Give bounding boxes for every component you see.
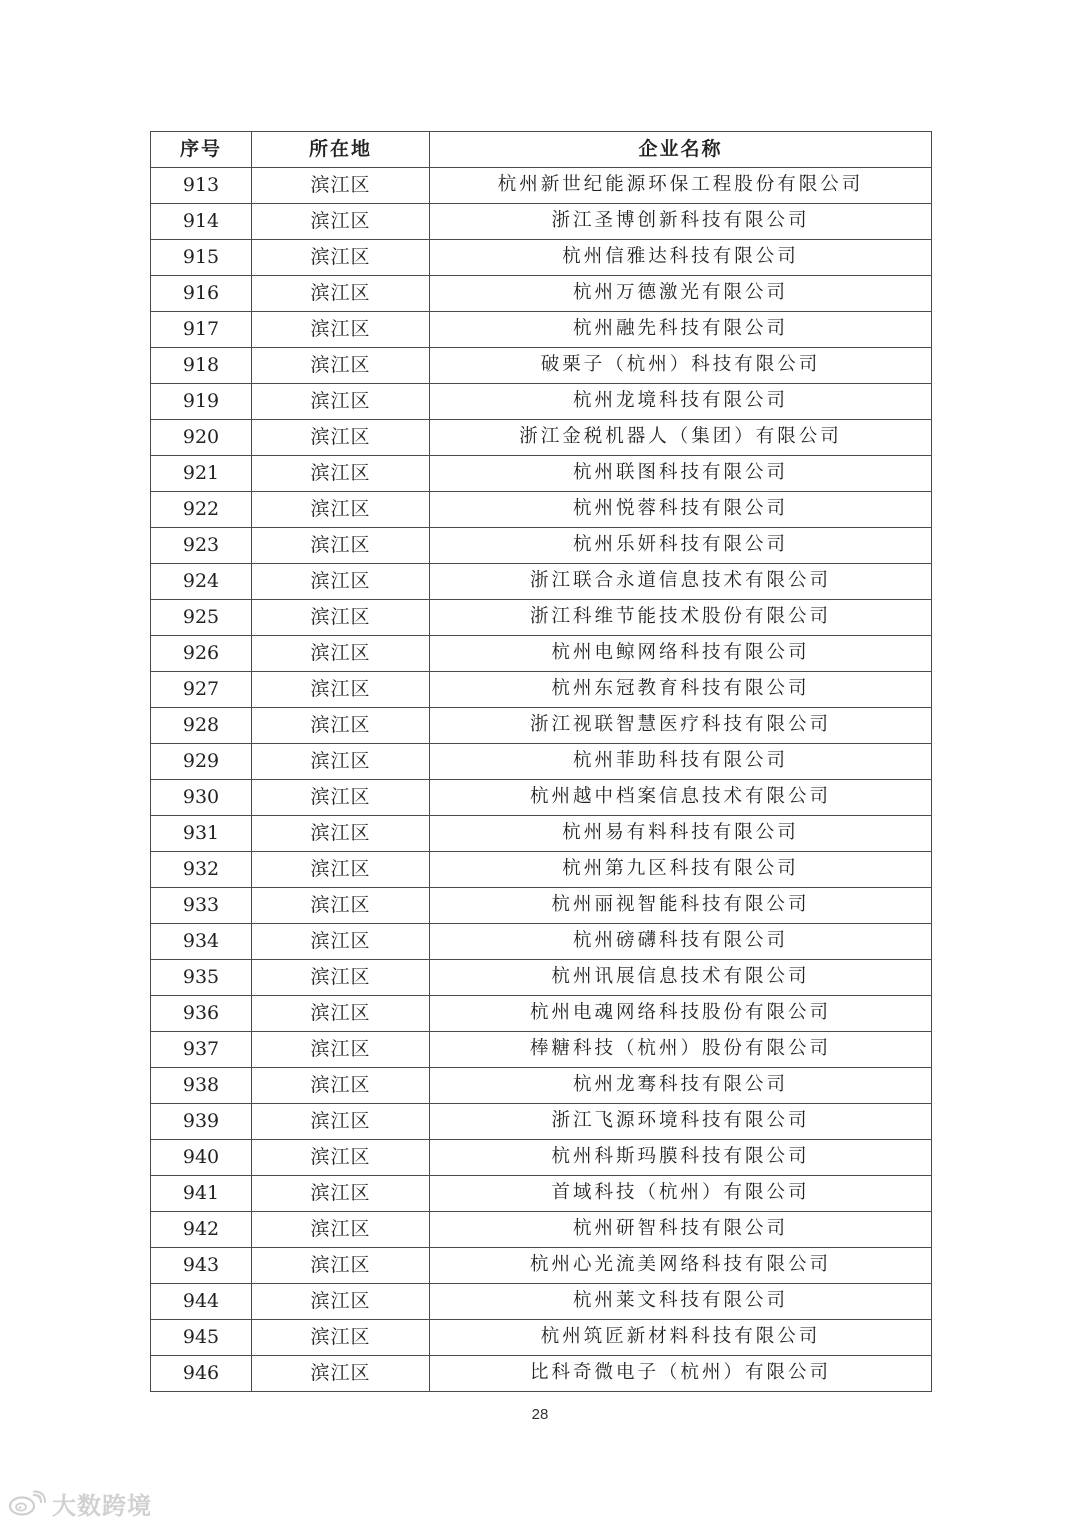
cell-index: 946 [151, 1356, 252, 1392]
table-row [151, 1176, 932, 1212]
cell-company-name: 杭州莱文科技有限公司 [430, 1284, 932, 1320]
page-number: 28 [531, 1406, 549, 1423]
cell-index: 929 [151, 744, 252, 780]
enterprise-table [150, 131, 932, 1392]
cell-index: 935 [151, 960, 252, 996]
cell-index: 923 [151, 528, 252, 564]
cell-location: 滨江区 [252, 492, 430, 528]
watermark [8, 1488, 152, 1518]
cell-location: 滨江区 [252, 816, 430, 852]
cell-company-name: 杭州信雅达科技有限公司 [430, 240, 932, 276]
cell-index: 914 [151, 204, 252, 240]
table-row [151, 1248, 932, 1284]
table-row [151, 1032, 932, 1068]
cell-location: 滨江区 [252, 924, 430, 960]
table-row [151, 1104, 932, 1140]
cell-company-name: 杭州新世纪能源环保工程股份有限公司 [430, 168, 932, 204]
table-row [151, 168, 932, 204]
cell-company-name: 杭州讯展信息技术有限公司 [430, 960, 932, 996]
cell-company-name: 首域科技（杭州）有限公司 [430, 1176, 932, 1212]
cell-location: 滨江区 [252, 1212, 430, 1248]
table-row [151, 240, 932, 276]
cell-company-name: 杭州第九区科技有限公司 [430, 852, 932, 888]
cell-index: 918 [151, 348, 252, 384]
cell-company-name: 浙江联合永道信息技术有限公司 [430, 564, 932, 600]
cell-company-name: 杭州筑匠新材料科技有限公司 [430, 1320, 932, 1356]
table-row [151, 1140, 932, 1176]
cell-company-name: 杭州研智科技有限公司 [430, 1212, 932, 1248]
cell-location: 滨江区 [252, 780, 430, 816]
cell-location: 滨江区 [252, 708, 430, 744]
cell-location: 滨江区 [252, 348, 430, 384]
cell-location: 滨江区 [252, 1032, 430, 1068]
table-row [151, 1068, 932, 1104]
cell-index: 916 [151, 276, 252, 312]
cell-location: 滨江区 [252, 240, 430, 276]
cell-index: 926 [151, 636, 252, 672]
cell-index: 940 [151, 1140, 252, 1176]
cell-index: 919 [151, 384, 252, 420]
cell-company-name: 杭州龙骞科技有限公司 [430, 1068, 932, 1104]
cell-location: 滨江区 [252, 672, 430, 708]
cell-index: 936 [151, 996, 252, 1032]
cell-location: 滨江区 [252, 204, 430, 240]
cell-company-name: 浙江视联智慧医疗科技有限公司 [430, 708, 932, 744]
cell-location: 滨江区 [252, 1104, 430, 1140]
cell-company-name: 浙江金税机器人（集团）有限公司 [430, 420, 932, 456]
table-row [151, 312, 932, 348]
table-row [151, 1356, 932, 1392]
table-row [151, 456, 932, 492]
cell-company-name: 杭州磅礴科技有限公司 [430, 924, 932, 960]
cell-index: 924 [151, 564, 252, 600]
cell-company-name: 杭州悦蓉科技有限公司 [430, 492, 932, 528]
cell-company-name: 杭州易有料科技有限公司 [430, 816, 932, 852]
cell-index: 922 [151, 492, 252, 528]
table-header-row [151, 132, 932, 168]
table-row [151, 600, 932, 636]
cell-company-name: 浙江科维节能技术股份有限公司 [430, 600, 932, 636]
cell-location: 滨江区 [252, 1284, 430, 1320]
cell-index: 928 [151, 708, 252, 744]
cell-index: 930 [151, 780, 252, 816]
table-row [151, 744, 932, 780]
cell-company-name: 杭州电鲸网络科技有限公司 [430, 636, 932, 672]
cell-location: 滨江区 [252, 564, 430, 600]
cell-company-name: 比科奇微电子（杭州）有限公司 [430, 1356, 932, 1392]
table-row [151, 384, 932, 420]
cell-company-name: 杭州乐妍科技有限公司 [430, 528, 932, 564]
cell-company-name: 杭州电魂网络科技股份有限公司 [430, 996, 932, 1032]
cell-location: 滨江区 [252, 1356, 430, 1392]
cell-index: 944 [151, 1284, 252, 1320]
cell-company-name: 棒糖科技（杭州）股份有限公司 [430, 1032, 932, 1068]
cell-location: 滨江区 [252, 636, 430, 672]
cell-location: 滨江区 [252, 960, 430, 996]
table-row [151, 1212, 932, 1248]
cell-company-name: 杭州菲助科技有限公司 [430, 744, 932, 780]
cell-index: 927 [151, 672, 252, 708]
weibo-logo-icon [8, 1490, 46, 1516]
cell-company-name: 杭州万德激光有限公司 [430, 276, 932, 312]
table-row [151, 528, 932, 564]
cell-index: 934 [151, 924, 252, 960]
table-row [151, 816, 932, 852]
table-row [151, 276, 932, 312]
cell-index: 941 [151, 1176, 252, 1212]
watermark-text: 大数跨境 [52, 1491, 152, 1520]
table-row [151, 852, 932, 888]
table-row [151, 924, 932, 960]
cell-location: 滨江区 [252, 600, 430, 636]
cell-index: 945 [151, 1320, 252, 1356]
header-index: 序号 [151, 132, 252, 168]
cell-company-name: 杭州越中档案信息技术有限公司 [430, 780, 932, 816]
cell-index: 913 [151, 168, 252, 204]
table-row [151, 1284, 932, 1320]
table-row [151, 996, 932, 1032]
cell-location: 滨江区 [252, 1320, 430, 1356]
cell-location: 滨江区 [252, 528, 430, 564]
cell-index: 915 [151, 240, 252, 276]
table-row [151, 492, 932, 528]
cell-company-name: 杭州丽视智能科技有限公司 [430, 888, 932, 924]
table-row [151, 1320, 932, 1356]
cell-company-name: 杭州心光流美网络科技有限公司 [430, 1248, 932, 1284]
table-row [151, 564, 932, 600]
cell-company-name: 浙江圣博创新科技有限公司 [430, 204, 932, 240]
cell-index: 920 [151, 420, 252, 456]
table-row [151, 204, 932, 240]
cell-location: 滨江区 [252, 456, 430, 492]
cell-location: 滨江区 [252, 1140, 430, 1176]
table-row [151, 888, 932, 924]
cell-location: 滨江区 [252, 276, 430, 312]
cell-location: 滨江区 [252, 744, 430, 780]
table-row [151, 420, 932, 456]
cell-location: 滨江区 [252, 996, 430, 1032]
cell-index: 932 [151, 852, 252, 888]
cell-company-name: 浙江飞源环境科技有限公司 [430, 1104, 932, 1140]
cell-company-name: 杭州联图科技有限公司 [430, 456, 932, 492]
cell-location: 滨江区 [252, 384, 430, 420]
cell-location: 滨江区 [252, 1176, 430, 1212]
table-row [151, 348, 932, 384]
cell-index: 933 [151, 888, 252, 924]
cell-company-name: 杭州融先科技有限公司 [430, 312, 932, 348]
cell-location: 滨江区 [252, 420, 430, 456]
cell-index: 943 [151, 1248, 252, 1284]
cell-company-name: 杭州东冠教育科技有限公司 [430, 672, 932, 708]
cell-index: 917 [151, 312, 252, 348]
table-row [151, 672, 932, 708]
cell-company-name: 杭州龙境科技有限公司 [430, 384, 932, 420]
cell-location: 滨江区 [252, 1068, 430, 1104]
cell-index: 921 [151, 456, 252, 492]
cell-location: 滨江区 [252, 852, 430, 888]
table-body [151, 168, 932, 1392]
cell-index: 931 [151, 816, 252, 852]
cell-company-name: 杭州科斯玛膜科技有限公司 [430, 1140, 932, 1176]
cell-index: 939 [151, 1104, 252, 1140]
cell-location: 滨江区 [252, 1248, 430, 1284]
cell-location: 滨江区 [252, 168, 430, 204]
cell-index: 942 [151, 1212, 252, 1248]
header-location: 所在地 [252, 132, 430, 168]
table-row [151, 636, 932, 672]
cell-company-name: 破栗子（杭州）科技有限公司 [430, 348, 932, 384]
table-row [151, 708, 932, 744]
cell-index: 937 [151, 1032, 252, 1068]
cell-location: 滨江区 [252, 312, 430, 348]
cell-index: 925 [151, 600, 252, 636]
cell-location: 滨江区 [252, 888, 430, 924]
table-row [151, 960, 932, 996]
header-company-name: 企业名称 [430, 132, 932, 168]
table-row [151, 780, 932, 816]
cell-index: 938 [151, 1068, 252, 1104]
